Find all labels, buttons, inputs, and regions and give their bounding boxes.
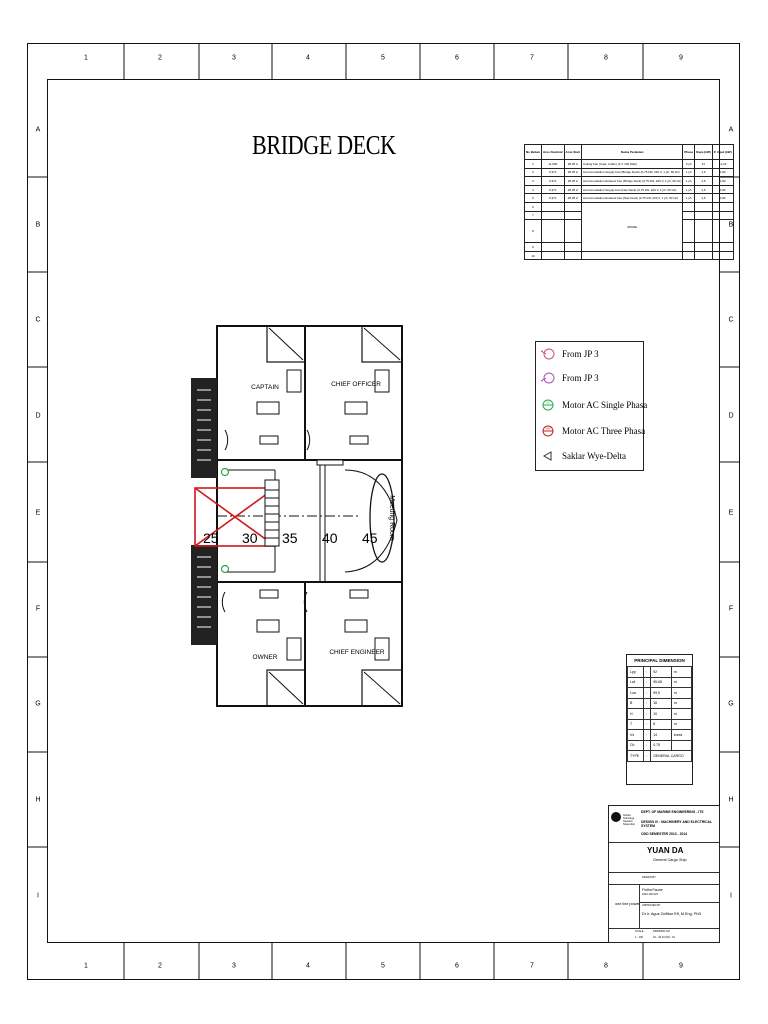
table-row [628,719,692,730]
course-name: DESIGN IV : MACHINERY AND ELECTRICAL SYSTEM [641,820,713,828]
table-cell: 1 ph [683,177,695,186]
table-cell: Ceiling Fan (Capt. Cabin) (2 X 100 Watt) [582,160,683,169]
table-cell: Vs [628,730,644,741]
table-cell: 0,371 [542,177,565,186]
table-cell: m [671,719,691,730]
table-cell: 1,5 [695,168,713,177]
table-cell: Cb [628,740,644,751]
table-cell: Loa [628,688,644,699]
zone-row-label: E [728,509,734,517]
table-cell: 92 [651,667,672,678]
table-row [525,251,734,260]
table-cell: 1,5 [695,185,713,194]
symbol-legend [535,341,648,471]
frame-number: 30 [242,530,258,546]
table-header: P. input (kW) [712,145,733,160]
table-cell: H [628,709,644,720]
approved-by: Dr.Ir. Agus Zulfikar Eff, M.Eng, PhD [642,912,702,916]
zone-col-label: 9 [679,54,683,62]
principal-dimension-table [626,654,693,785]
table-cell: Lwl [628,677,644,688]
table-cell: 11 [695,160,713,169]
semester: ODD SEMESTER 2013 - 2014 [641,832,688,836]
zone-col-label: 2 [158,54,162,62]
table-cell: : [644,688,651,699]
table-row [628,709,692,720]
motor-single-phase-icon [222,469,229,476]
table-cell: 1 ph [683,194,695,203]
table-cell: : [644,740,651,751]
zone-row-label: E [35,509,41,517]
table-cell: 1,82 [712,194,733,203]
table-cell: 28,35 A [564,185,582,194]
table-cell: T [628,719,644,730]
table-header: Arus Nominal [542,145,565,160]
table-cell: 1 [525,160,542,169]
table-cell: 95,68 [651,677,672,688]
frame-number: 45 [362,530,378,546]
zone-col-label: 8 [604,54,608,62]
table-header-row [525,145,734,160]
table-cell: m [671,709,691,720]
zone-row-label: H [728,796,734,804]
zone-row-label: F [35,605,41,613]
its-logo [611,812,621,822]
legend-item [540,422,645,440]
bridge-deck-plan [185,320,410,712]
table-row [525,168,734,177]
motor-single-phase-icon [222,566,229,573]
table-cell: : [644,719,651,730]
load-schedule-table [524,144,734,260]
svg-text:3M: 3M [545,426,551,431]
drawn-by-label: DRAWN BY [642,876,656,879]
zone-row-label: B [728,221,734,229]
table-row [525,177,734,186]
table-cell: 7 [525,211,542,220]
table-row [628,698,692,709]
table-header: Nama Peralatan [582,145,683,160]
legend-label: From JP 3 [562,373,599,383]
table-row [525,202,734,211]
table-cell: : [644,698,651,709]
table-cell: 4 [525,185,542,194]
zone-row-label: I [37,892,39,900]
legend-item [540,447,626,465]
table-cell: 10 [525,251,542,260]
jp3-right-icon [540,371,556,385]
legend-item [540,369,599,387]
legend-item [540,396,647,414]
junction-box [317,460,343,465]
table-cell: 3 ph [683,160,695,169]
dept-name: DEPT. OF MARINE ENGINEERING - ITS [641,810,704,814]
zone-row-label: A [35,126,41,134]
table-cell: 28,35 A [564,194,582,203]
student-number: 4210 100 023 [642,893,658,896]
zone-col-label: 3 [232,54,236,62]
jp3-left-icon [540,347,556,361]
room-label-owner: OWNER [252,654,278,661]
table-cell: : [644,667,651,678]
table-cell: GENERAL CARGO [651,751,692,762]
table-cell: m [671,667,691,678]
zone-row-label: B [35,221,41,229]
table-cell: 16 [651,698,672,709]
zone-col-label: 9 [679,962,683,970]
title-block [608,805,720,943]
zone-col-label: 7 [530,54,534,62]
ship-name: YUAN DA [647,846,684,855]
table-cell: Lpp [628,667,644,678]
table-row [628,677,692,688]
spare-label: SPARE [582,202,683,251]
zone-col-label: 1 [84,54,88,62]
table-cell: 2 [525,168,542,177]
table-cell: 28,35 A [564,160,582,169]
room-label-captain: CAPTAIN [251,384,279,391]
scale-label: SCALE [635,930,644,933]
table-cell: m [671,698,691,709]
table-header: Daya (kW) [695,145,713,160]
table-cell: 8 [525,220,542,243]
table-row [525,160,734,169]
table-cell: 11,000 [542,160,565,169]
table-cell: m [671,677,691,688]
ship-type: General Cargo Ship [653,858,687,862]
room-label-chief-officer: CHIEF OFFICER [331,381,381,388]
table-row [628,688,692,699]
table-cell: 5 [525,194,542,203]
table-cell: 12,22 [712,160,733,169]
room-label-chief-engineer: CHIEF ENGINEER [329,649,385,656]
zone-col-label: 6 [455,54,459,62]
zone-row-label: F [728,605,734,613]
motor-single-phase-icon [540,398,556,412]
table-cell: 99,5 [651,688,672,699]
table-row [628,751,692,762]
table-row [628,740,692,751]
table-cell: 1 ph [683,168,695,177]
table-cell: 28,35 A [564,168,582,177]
zone-row-label: D [35,412,41,420]
zone-row-label: C [728,316,734,324]
scale-value: 1 : 100 [635,936,643,939]
legend-label: Saklar Wye-Delta [562,451,627,461]
frame-number: 25 [203,530,219,546]
table-cell: : [644,677,651,688]
internal-stair [265,480,279,546]
motor-three-phase-icon [540,424,556,438]
drawing-number: 01 - 42 10 023 - 01 [653,936,675,939]
zone-row-label: H [35,796,41,804]
table-row [525,185,734,194]
zone-col-label: 7 [530,962,534,970]
table-cell: 1,82 [712,185,733,194]
zone-col-label: 2 [158,962,162,970]
table-cell: TYPE [628,751,644,762]
table-cell: 9 [525,243,542,252]
table-cell: 0,371 [542,194,565,203]
approved-by-label: APPROVED BY [642,904,661,907]
table-cell: Accommodation Exhaust Fan (Nav Deck) (0,75 kW, 220 V, 1 ph, 60 Hz) [582,194,683,203]
zone-row-label: G [35,700,41,708]
zone-col-label: 8 [604,962,608,970]
table-header: Phase [683,145,695,160]
zone-col-label: 5 [381,54,385,62]
table-row [628,730,692,741]
svg-text:M: M [546,400,550,405]
table-header: No Beban [525,145,542,160]
table-cell: knots [671,730,691,741]
drawn-by: Firdha Fauzie [642,888,663,892]
drawing-name: one line power [615,902,640,906]
principal-dimension-title: PRINCIPAL DIMENSION [634,658,685,663]
table-cell: 0,75 [651,740,672,751]
table-cell: : [644,730,651,741]
table-header: Arus Start [564,145,582,160]
zone-row-label: I [730,892,732,900]
zone-row-label: G [728,700,734,708]
zone-row-label: D [728,412,734,420]
legend-label: From JP 3 [562,349,599,359]
table-row [525,194,734,203]
table-cell [671,740,691,751]
frame-number: 35 [282,530,298,546]
zone-row-label: A [728,126,734,134]
table-cell: m [671,688,691,699]
zone-col-label: 4 [306,962,310,970]
zone-col-label: 6 [455,962,459,970]
drawing-no-label: DRAWING NO [653,930,671,933]
zone-col-label: 5 [381,962,385,970]
table-cell: 1,5 [695,177,713,186]
table-cell: 3 [525,177,542,186]
frame-number: 40 [322,530,338,546]
table-cell: : [644,709,651,720]
legend-item [540,345,599,363]
table-cell: 1,5 [695,194,713,203]
table-cell: B [628,698,644,709]
zone-col-label: 4 [306,54,310,62]
drawing-title: BRIDGE DECK [252,130,396,160]
table-cell: 1,82 [712,177,733,186]
table-cell: 8 [651,719,672,730]
table-cell: 1,82 [712,168,733,177]
table-cell: Accommodation Supply Fan (Nav Deck) (0,75 kW, 220 V, 1 ph, 60 Hz) [582,185,683,194]
zone-col-label: 1 [84,962,88,970]
table-cell: Accommodation Exhaust Fan (Bridge Deck) (0,75 kW, 220 V, 1 ph, 60 Hz) [582,177,683,186]
wye-delta-switch-icon [540,449,556,463]
table-cell: 28,35 A [564,177,582,186]
zone-row-label: C [35,316,41,324]
table-cell: 14 [651,730,672,741]
table-row [628,667,692,678]
legend-label: Motor AC Single Phasa [562,400,648,410]
room-label-meeting-room: Meeting Room [388,495,395,541]
table-cell: 0,371 [542,185,565,194]
zone-col-label: 3 [232,962,236,970]
table-cell: 6 [525,202,542,211]
legend-label: Motor AC Three Phasa [562,426,646,436]
table-cell: 1 ph [683,185,695,194]
table-cell: 0,371 [542,168,565,177]
institute-name: Institut Teknologi Sepuluh Nopember [623,814,636,826]
table-cell: Accommodation Supply Fan (Bridge Deck) (0,75 kW, 220 V, 1 ph, 60 Hz) [582,168,683,177]
table-cell: : [644,751,651,762]
table-cell: 10 [651,709,672,720]
